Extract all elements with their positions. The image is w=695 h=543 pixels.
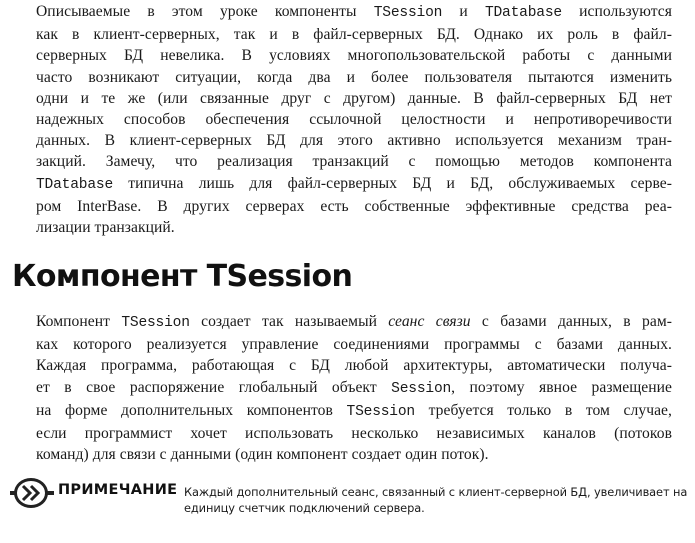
text-line: команд) для связи с данными (один компонент создает один поток). [36,446,489,464]
note-line: единицу счетчик подключений сервера. [184,501,425,515]
tsession-paragraph [36,311,672,465]
text-line: закций. Замечу, что реализация транзакций с помощью методов компонента [36,153,672,171]
text-line: Компонент TSession создает так называемый сеанс связи с базами данных, в рам- [36,313,673,331]
code-tsession: TSession [373,5,443,21]
text-line: ет в свое распоряжение глобальный объект Session, поэтому явное размещение [36,378,672,397]
text-line: как в клиент-серверных, так и в файл-серверных БД. Однако их роль в файл- [36,26,672,44]
code-tdatabase: TDatabase [484,5,562,21]
text-line: на форме дополнительных компонентов TSession требуется только в том случае, [36,401,672,420]
intro-paragraph [36,1,672,238]
text-line: Каждая программа, работающая с БД любой архитектуры, автоматически получа- [36,357,672,375]
note-label: ПРИМЕЧАНИЕ [54,482,181,498]
text-line: ках которого реализуется управление соединениями программы с базами данных. [36,336,672,354]
text-line: надежных способов обеспечения ссылочной целостности и непротиворечивости [36,111,672,129]
text-line: лизации транзакций. [36,219,175,237]
text-line: данных. В клиент-серверных БД для этого активно используется механизм тран- [36,132,672,150]
text-line: серверных БД невелика. В условиях многопользовательской работы с данными [36,47,672,65]
text-line: Описываемые в этом уроке компоненты TSession и TDatabase используются [36,3,673,21]
text-line: TDatabase типична лишь для файл-серверных БД и БД, обслуживаемых серве- [36,174,672,193]
italic-term: сеанс связи [388,313,471,330]
code-tsession: TSession [346,403,415,420]
text-line: ром InterBase. В других серверах есть собственные эффективные средства реа- [36,197,672,215]
code-session: Session [391,380,452,397]
code-tdatabase: TDatabase [36,176,114,193]
double-chevron-right-icon-svg [20,484,42,502]
text-line: если программист хочет использовать несколько независимых каналов (потоков [36,425,672,443]
note-box [10,478,688,524]
text-line: одни и те же (или связанные друг с другом) данные. В файл-серверных БД нет [36,89,672,107]
note-text [184,484,688,516]
note-line: Каждый дополнительный сеанс, связанный с клиент-серверной БД, увеличивает на [184,485,688,499]
code-tsession: TSession [121,315,190,331]
section-heading: Компонент TSession [12,259,353,294]
double-chevron-right-icon [14,478,48,508]
text-line: часто возникают ситуации, когда два и более пользователя пытаются изменить [36,68,672,86]
